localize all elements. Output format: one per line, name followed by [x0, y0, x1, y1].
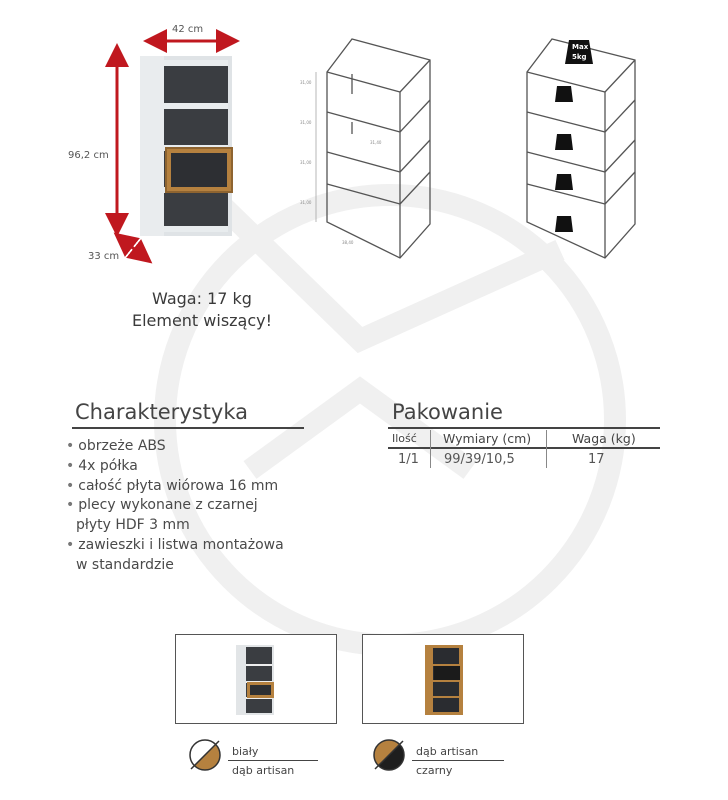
swatch-white-oak-rule	[228, 760, 318, 761]
variant-image-oak-black	[363, 635, 523, 723]
drawing-dim-5: 38,40	[342, 240, 354, 245]
height-label: 96,2 cm	[68, 150, 109, 161]
swatch-oak-black-icon	[372, 738, 406, 772]
drawing-dim-4: 31,00	[300, 200, 312, 205]
weight-icon-2	[555, 134, 573, 150]
variant-card-oak-black	[362, 634, 524, 724]
swatch-oak-black-rule	[412, 760, 504, 761]
shelf-photo-white-oak	[80, 20, 250, 270]
weight-icon-3	[555, 174, 573, 190]
packing-col-sep-1	[430, 430, 431, 468]
packing-header-qty: Ilość	[392, 432, 417, 445]
swatch-white-oak-line2: dąb artisan	[232, 764, 295, 777]
drawing-dim-1: 31,00	[300, 80, 312, 85]
feature-item-cont: płyty HDF 3 mm	[76, 517, 190, 534]
packing-title-rule	[388, 427, 660, 429]
features-title: Charakterystyka	[75, 400, 248, 424]
packing-dims: 99/39/10,5	[444, 452, 515, 467]
variant-image-white-oak	[176, 635, 336, 723]
packing-header-weight: Waga (kg)	[572, 431, 636, 446]
packing-col-sep-2	[546, 430, 547, 468]
swatch-oak-black-line2: czarny	[416, 764, 453, 777]
shelf-load-drawing	[505, 34, 650, 264]
drawing-dim-2: 31,00	[300, 120, 312, 125]
load-drawing	[505, 34, 650, 264]
packing-header-rule	[388, 447, 660, 449]
feature-item: • całość płyta wiórowa 16 mm	[66, 477, 279, 494]
max-load-line2: 5kg	[572, 53, 587, 61]
hanging-note: Element wiszący!	[131, 311, 273, 330]
features-title-rule	[72, 427, 304, 429]
feature-item-cont: w standardzie	[76, 556, 174, 573]
packing-weight: 17	[588, 452, 605, 467]
swatch-oak-black-line1: dąb artisan	[416, 745, 479, 758]
width-label: 42 cm	[172, 24, 204, 35]
drawing-dim-3: 31,00	[300, 160, 312, 165]
weight-icon-1	[555, 86, 573, 102]
packing-header-dims: Wymiary (cm)	[443, 431, 532, 446]
weight-icon-4	[555, 216, 573, 232]
feature-item: • obrzeże ABS	[66, 438, 166, 454]
product-dimension-photo	[80, 20, 250, 270]
drawing-dim-6: 31,40	[370, 140, 382, 145]
packing-title: Pakowanie	[392, 400, 503, 424]
feature-item: • 4x półka	[66, 457, 138, 474]
feature-item: • plecy wykonane z czarnej	[66, 497, 258, 514]
feature-item: • zawieszki i listwa montażowa	[66, 536, 284, 553]
variant-card-white-oak	[175, 634, 337, 724]
max-load-line1: Max	[572, 43, 589, 51]
packing-qty: 1/1	[398, 452, 419, 467]
shelf-line-drawing	[300, 34, 440, 264]
swatch-white-oak-line1: biały	[232, 745, 259, 758]
depth-label: 33 cm	[88, 251, 120, 262]
weight-caption: Waga: 17 kg	[152, 289, 252, 308]
features-list	[66, 437, 326, 576]
technical-drawing	[300, 34, 440, 264]
swatch-white-oak-icon	[188, 738, 222, 772]
